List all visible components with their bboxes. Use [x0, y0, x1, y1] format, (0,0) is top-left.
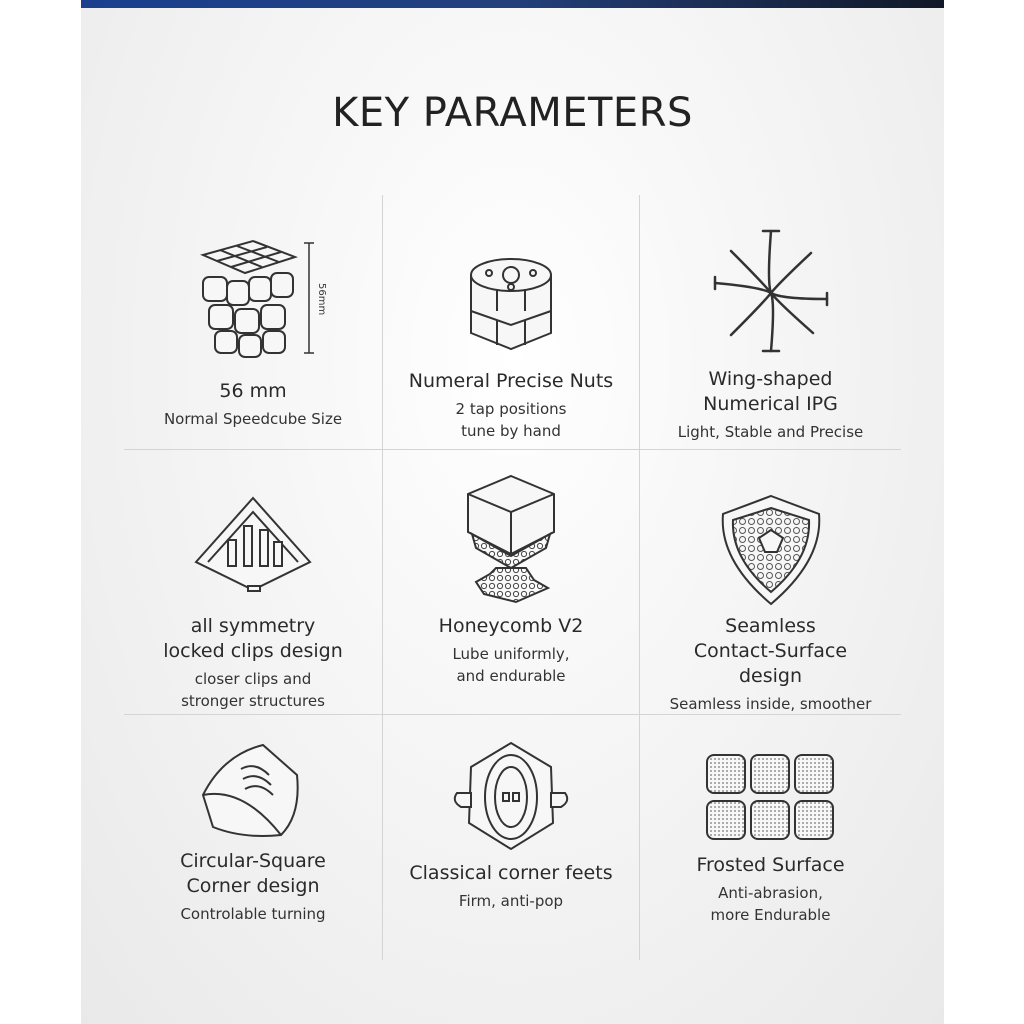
feature-frosted-surface — [640, 715, 901, 960]
feature-description: closer clips and stronger structures — [181, 670, 325, 710]
feature-circular-square-corner — [124, 715, 383, 960]
honeycomb-icon — [456, 470, 566, 610]
feature-wing-ipg — [640, 195, 901, 450]
feature-seamless-surface — [640, 450, 901, 715]
page-title: KEY PARAMETERS — [332, 90, 693, 136]
core-icon — [701, 223, 841, 363]
feature-heading: Circular-Square Corner design — [180, 850, 326, 897]
feature-symmetry-clips — [124, 450, 383, 715]
feature-description: Firm, anti-pop — [458, 892, 564, 910]
feature-description: Controlable turning — [180, 905, 326, 923]
feature-corner-feet — [383, 715, 640, 960]
feature-honeycomb — [383, 450, 640, 715]
feature-heading: Seamless Contact-Surface design — [693, 615, 848, 687]
feature-heading: Frosted Surface — [696, 854, 845, 876]
feature-heading: Wing-shaped Numerical IPG — [703, 368, 838, 415]
feature-heading: 56 mm — [219, 380, 287, 402]
feature-description: 2 tap positions tune by hand — [455, 400, 567, 440]
seamless-surface-icon — [711, 490, 831, 610]
product-infographic — [81, 0, 944, 1024]
frosted-surface-icon — [701, 749, 841, 849]
feature-description: Seamless inside, smoother — [669, 695, 872, 713]
feature-description: Anti-abrasion, more Endurable — [710, 884, 831, 924]
feature-precise-nuts — [383, 195, 640, 450]
feature-description: Light, Stable and Precise — [677, 423, 864, 441]
feature-cube-size — [124, 195, 383, 450]
size-dimension-label: 56mm — [316, 283, 327, 316]
feature-heading: all symmetry locked clips design — [163, 615, 343, 662]
feature-description: Normal Speedcube Size — [163, 410, 343, 428]
cube-icon — [173, 225, 333, 375]
nut-icon — [451, 245, 571, 365]
feature-heading: Honeycomb V2 — [438, 615, 584, 637]
feature-heading: Classical corner feets — [409, 862, 613, 884]
clip-piece-icon — [188, 490, 318, 610]
feature-grid — [124, 195, 901, 960]
top-accent-bar — [81, 0, 944, 8]
corner-feet-icon — [441, 737, 581, 857]
feature-heading: Numeral Precise Nuts — [408, 370, 614, 392]
feature-description: Lube uniformly, and endurable — [452, 645, 570, 685]
corner-piece-icon — [193, 735, 313, 845]
